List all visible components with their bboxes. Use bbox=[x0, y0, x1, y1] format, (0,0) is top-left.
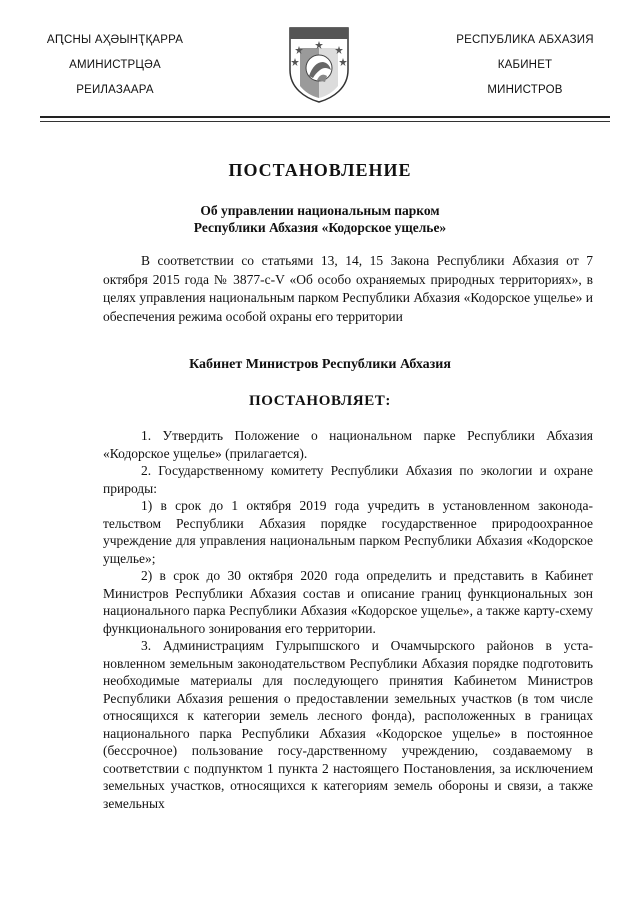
item-3: 3. Администрациям Гулрыпшского и Очамчырского районов в уста-новленном земельным законодательством Республики Абхазия порядке подготовить необходимые материалы для последующего принятия Кабинетом Министров Республики Абхазия решения о предоставлении земельных участков (в том числе относящихся к категории земель лесного фонда), расположенных в границах национального парка Республики Абхазия «Кодорское ущелье» в постоянное (бессрочное) пользование госу-дарственному учреждению, создаваемому в соответствии с подпунктом 1 пункта 2 настоящего Постановления, за исключением земельных участков, относящихся к категориям земель обороны и связи, а также земельных bbox=[103, 638, 593, 811]
item-2-subitem-1: 1) в срок до 1 октября 2019 года учредить в установленном законода-тельством Республики Абхазия порядке государственное природоохранное учреждение для управления национальным парком Республики Абхазия «Кодорское ущелье»; bbox=[103, 498, 593, 566]
header-right-line-1: РЕСПУБЛИКА АБХАЗИЯ bbox=[456, 34, 594, 46]
issuing-authority: Кабинет Министров Республики Абхазия bbox=[189, 357, 451, 372]
item-1: 1. Утвердить Положение о национальном парке Республики Абхазия «Кодорское ущелье» (прилагается). bbox=[103, 428, 593, 461]
preamble-paragraph: В соответствии со статьями 13, 14, 15 Закона Республики Абхазия от 7 октября 2015 года № 3877-с-V «Об особо охраняемых природных территориях», в целях управления национальным парком Республики Абхазия «Кодорское ущелье» и обеспечения режима особой охраны его территории bbox=[103, 253, 593, 324]
header-right-line-2: КАБИНЕТ bbox=[497, 59, 553, 71]
header-right-line-3: МИНИСТРОВ bbox=[487, 84, 563, 96]
header-left-line-1: АԤСНЫ АҲӘЫНҬҚАРРА bbox=[46, 34, 184, 46]
header-left-line-3: РЕИЛАЗААРА bbox=[76, 84, 154, 96]
item-2: 2. Государственному комитету Республики Абхазия по экологии и охране природы: bbox=[103, 463, 593, 496]
resolution-items bbox=[103, 427, 593, 812]
subject-line-1: Об управлении национальным парком bbox=[200, 203, 440, 218]
coat-of-arms-icon bbox=[287, 26, 351, 104]
document-title: ПОСТАНОВЛЕНИЕ bbox=[228, 160, 412, 180]
resolves-heading: ПОСТАНОВЛЯЕТ: bbox=[248, 393, 392, 409]
header-right-block bbox=[440, 28, 610, 103]
item-2-subitem-2: 2) в срок до 30 октября 2020 года определить и представить в Кабинет Министров Республики Абхазия состав и описание границ функциональных зон национального парка Республики Абхазия «Кодорское ущелье», а также карту-схему функционального зонирования его территории. bbox=[103, 568, 593, 636]
subject-line-2: Республики Абхазия «Кодорское ущелье» bbox=[193, 220, 447, 235]
document-subject bbox=[60, 202, 580, 236]
header-divider-thin bbox=[40, 121, 610, 122]
header-divider-thick bbox=[40, 116, 610, 118]
header-left-line-2: АМИНИСТРЦӘА bbox=[69, 59, 161, 71]
header-left-block bbox=[40, 28, 190, 103]
